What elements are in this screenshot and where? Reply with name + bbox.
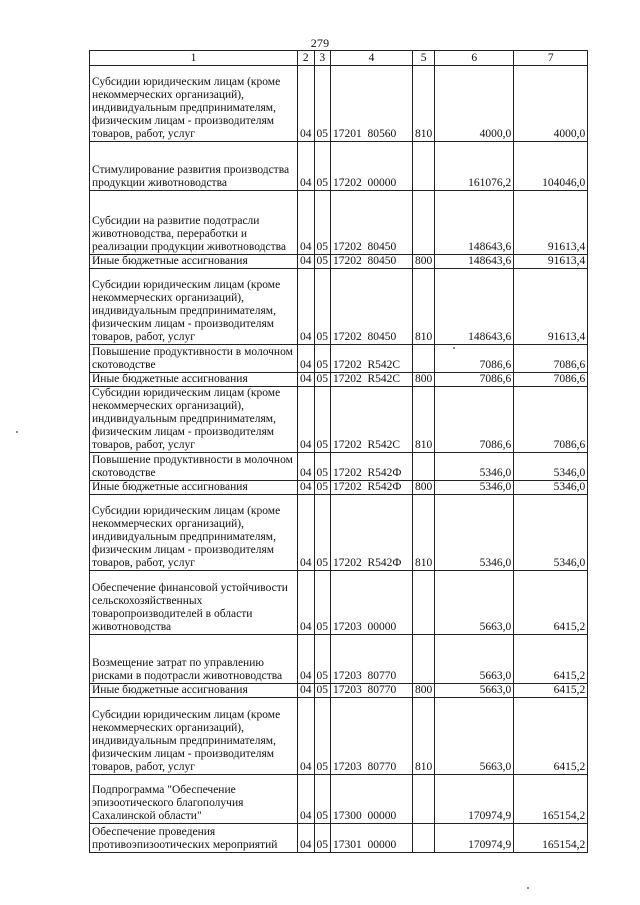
row-col-2: 04 <box>298 345 315 373</box>
row-col-5: 800 <box>413 684 435 698</box>
row-col-6: 148643,6 <box>435 191 514 255</box>
row-col-6: 7086,6 <box>435 373 514 387</box>
row-col-5: 800 <box>413 373 435 387</box>
row-col-5 <box>413 453 435 481</box>
row-col-2: 04 <box>298 775 315 824</box>
table-row <box>90 66 588 142</box>
row-col-6: 4000,0 <box>435 66 514 142</box>
table-row <box>90 481 588 495</box>
row-col-4: 17202 80450 <box>331 255 413 269</box>
row-name: Обеспечение финансовой устойчивости сельскохозяйственных товаропроизводителей в области животноводства <box>90 571 298 635</box>
row-col-4: 17203 80770 <box>331 684 413 698</box>
row-name: Субсидии юридическим лицам (кроме некоммерческих организаций), индивидуальным предпринимателям, физическим лицам - производителям товаров, работ, услуг <box>90 387 298 453</box>
row-name: Иные бюджетные ассигнования <box>90 255 298 269</box>
row-col-7: 6415,2 <box>514 684 588 698</box>
row-col-3: 05 <box>314 481 331 495</box>
table-row <box>90 269 588 345</box>
row-col-2: 04 <box>298 142 315 191</box>
row-col-6: 5663,0 <box>435 698 514 775</box>
row-col-5: 810 <box>413 698 435 775</box>
row-col-5 <box>413 635 435 684</box>
row-col-3: 05 <box>314 824 331 853</box>
row-col-7: 6415,2 <box>514 571 588 635</box>
table-row <box>90 387 588 453</box>
row-col-2: 04 <box>298 495 315 571</box>
row-col-5 <box>413 775 435 824</box>
row-col-7: 5346,0 <box>514 481 588 495</box>
table-row <box>90 142 588 191</box>
row-col-2: 04 <box>298 191 315 255</box>
row-col-5: 800 <box>413 255 435 269</box>
row-col-3: 05 <box>314 66 331 142</box>
row-col-4: 17202 80450 <box>331 269 413 345</box>
row-col-5 <box>413 191 435 255</box>
row-col-7: 4000,0 <box>514 66 588 142</box>
row-col-7: 5346,0 <box>514 495 588 571</box>
row-col-6: 170974,9 <box>435 824 514 853</box>
row-col-3: 05 <box>314 684 331 698</box>
row-col-7: 6415,2 <box>514 698 588 775</box>
row-col-6: 5346,0 <box>435 495 514 571</box>
row-col-4: 17203 00000 <box>331 571 413 635</box>
table-row <box>90 684 588 698</box>
row-col-7: 5346,0 <box>514 453 588 481</box>
row-col-5: 800 <box>413 481 435 495</box>
row-col-4: 17202 R542С <box>331 345 413 373</box>
table-row <box>90 698 588 775</box>
row-name: Субсидии юридическим лицам (кроме некоммерческих организаций), индивидуальным предпринимателям, физическим лицам - производителям товаров, работ, услуг <box>90 698 298 775</box>
row-name: Подпрограмма "Обеспечение эпизоотического благополучия Сахалинской области" <box>90 775 298 824</box>
row-col-6: 161076,2 <box>435 142 514 191</box>
table-row <box>90 635 588 684</box>
row-name: Возмещение затрат по управлению рисками в подотрасли животноводства <box>90 635 298 684</box>
row-col-5 <box>413 345 435 373</box>
row-col-4: 17202 R542Ф <box>331 495 413 571</box>
table-body <box>90 66 588 853</box>
table-row <box>90 373 588 387</box>
header-col-4: 4 <box>331 51 413 66</box>
row-col-7: 6415,2 <box>514 635 588 684</box>
scan-speck <box>527 887 529 889</box>
row-col-6: 170974,9 <box>435 775 514 824</box>
row-col-2: 04 <box>298 387 315 453</box>
row-col-7: 7086,6 <box>514 387 588 453</box>
header-col-1: 1 <box>90 51 298 66</box>
row-col-7: 165154,2 <box>514 775 588 824</box>
page-number: 279 <box>310 36 330 50</box>
row-col-3: 05 <box>314 269 331 345</box>
row-col-7: 7086,6 <box>514 373 588 387</box>
row-col-3: 05 <box>314 571 331 635</box>
row-col-6: 148643,6 <box>435 269 514 345</box>
row-col-3: 05 <box>314 387 331 453</box>
row-name: Повышение продуктивности в молочном скотоводстве <box>90 345 298 373</box>
row-col-3: 05 <box>314 453 331 481</box>
row-name: Субсидии юридическим лицам (кроме некоммерческих организаций), индивидуальным предпринимателям, физическим лицам - производителям товаров, работ, услуг <box>90 495 298 571</box>
row-col-2: 04 <box>298 66 315 142</box>
row-col-4: 17202 00000 <box>331 142 413 191</box>
row-col-5: 810 <box>413 66 435 142</box>
row-col-6: 5663,0 <box>435 635 514 684</box>
row-col-7: 91613,4 <box>514 255 588 269</box>
row-col-4: 17202 80450 <box>331 191 413 255</box>
row-col-6: 5346,0 <box>435 453 514 481</box>
row-col-2: 04 <box>298 684 315 698</box>
row-col-4: 17203 80770 <box>331 635 413 684</box>
row-col-3: 05 <box>314 345 331 373</box>
row-col-3: 05 <box>314 373 331 387</box>
row-col-6: 7086,6 <box>435 345 514 373</box>
header-col-6: 6 <box>435 51 514 66</box>
table-row <box>90 775 588 824</box>
row-col-2: 04 <box>298 635 315 684</box>
table-row <box>90 453 588 481</box>
row-col-5: 810 <box>413 269 435 345</box>
row-name: Субсидии юридическим лицам (кроме некоммерческих организаций), индивидуальным предпринимателям, физическим лицам - производителям товаров, работ, услуг <box>90 66 298 142</box>
row-col-4: 17202 R542С <box>331 373 413 387</box>
row-col-3: 05 <box>314 191 331 255</box>
row-col-5 <box>413 824 435 853</box>
row-col-3: 05 <box>314 775 331 824</box>
header-col-7: 7 <box>514 51 588 66</box>
row-col-4: 17203 80770 <box>331 698 413 775</box>
row-col-6: 5663,0 <box>435 571 514 635</box>
row-col-4: 17300 00000 <box>331 775 413 824</box>
row-col-2: 04 <box>298 373 315 387</box>
row-name: Иные бюджетные ассигнования <box>90 373 298 387</box>
header-col-3: 3 <box>314 51 331 66</box>
table-row <box>90 255 588 269</box>
row-col-3: 05 <box>314 255 331 269</box>
row-col-4: 17301 00000 <box>331 824 413 853</box>
row-col-3: 05 <box>314 698 331 775</box>
row-col-7: 91613,4 <box>514 269 588 345</box>
row-col-6: 5346,0 <box>435 481 514 495</box>
row-col-5: 810 <box>413 495 435 571</box>
row-col-7: 7086,6 <box>514 345 588 373</box>
row-col-2: 04 <box>298 255 315 269</box>
scan-speck <box>453 347 455 349</box>
row-col-2: 04 <box>298 698 315 775</box>
row-name: Обеспечение проведения противоэпизоотических мероприятий <box>90 824 298 853</box>
row-col-3: 05 <box>314 142 331 191</box>
row-col-6: 148643,6 <box>435 255 514 269</box>
row-name: Повышение продуктивности в молочном скотоводстве <box>90 453 298 481</box>
row-col-2: 04 <box>298 824 315 853</box>
row-col-6: 5663,0 <box>435 684 514 698</box>
table-row <box>90 824 588 853</box>
budget-table <box>89 50 588 853</box>
row-col-5: 810 <box>413 387 435 453</box>
row-col-7: 165154,2 <box>514 824 588 853</box>
header-row <box>90 51 588 66</box>
row-name: Иные бюджетные ассигнования <box>90 481 298 495</box>
table-row <box>90 495 588 571</box>
row-col-5 <box>413 142 435 191</box>
row-col-4: 17202 R542Ф <box>331 481 413 495</box>
table-row <box>90 345 588 373</box>
scan-speck <box>16 431 18 433</box>
header-col-5: 5 <box>413 51 435 66</box>
row-col-5 <box>413 571 435 635</box>
row-col-4: 17201 80560 <box>331 66 413 142</box>
table-row <box>90 571 588 635</box>
row-col-3: 05 <box>314 635 331 684</box>
row-col-2: 04 <box>298 571 315 635</box>
row-col-2: 04 <box>298 269 315 345</box>
row-name: Субсидии юридическим лицам (кроме некоммерческих организаций), индивидуальным предпринимателям, физическим лицам - производителям товаров, работ, услуг <box>90 269 298 345</box>
table-row <box>90 191 588 255</box>
header-col-2: 2 <box>298 51 315 66</box>
row-col-6: 7086,6 <box>435 387 514 453</box>
row-name: Стимулирование развития производства продукции животноводства <box>90 142 298 191</box>
row-col-4: 17202 R542Ф <box>331 453 413 481</box>
row-col-2: 04 <box>298 453 315 481</box>
row-col-3: 05 <box>314 495 331 571</box>
row-col-7: 104046,0 <box>514 142 588 191</box>
row-name: Иные бюджетные ассигнования <box>90 684 298 698</box>
row-col-2: 04 <box>298 481 315 495</box>
row-name: Субсидии на развитие подотрасли животноводства, переработки и реализации продукции животноводства <box>90 191 298 255</box>
row-col-7: 91613,4 <box>514 191 588 255</box>
row-col-4: 17202 R542С <box>331 387 413 453</box>
